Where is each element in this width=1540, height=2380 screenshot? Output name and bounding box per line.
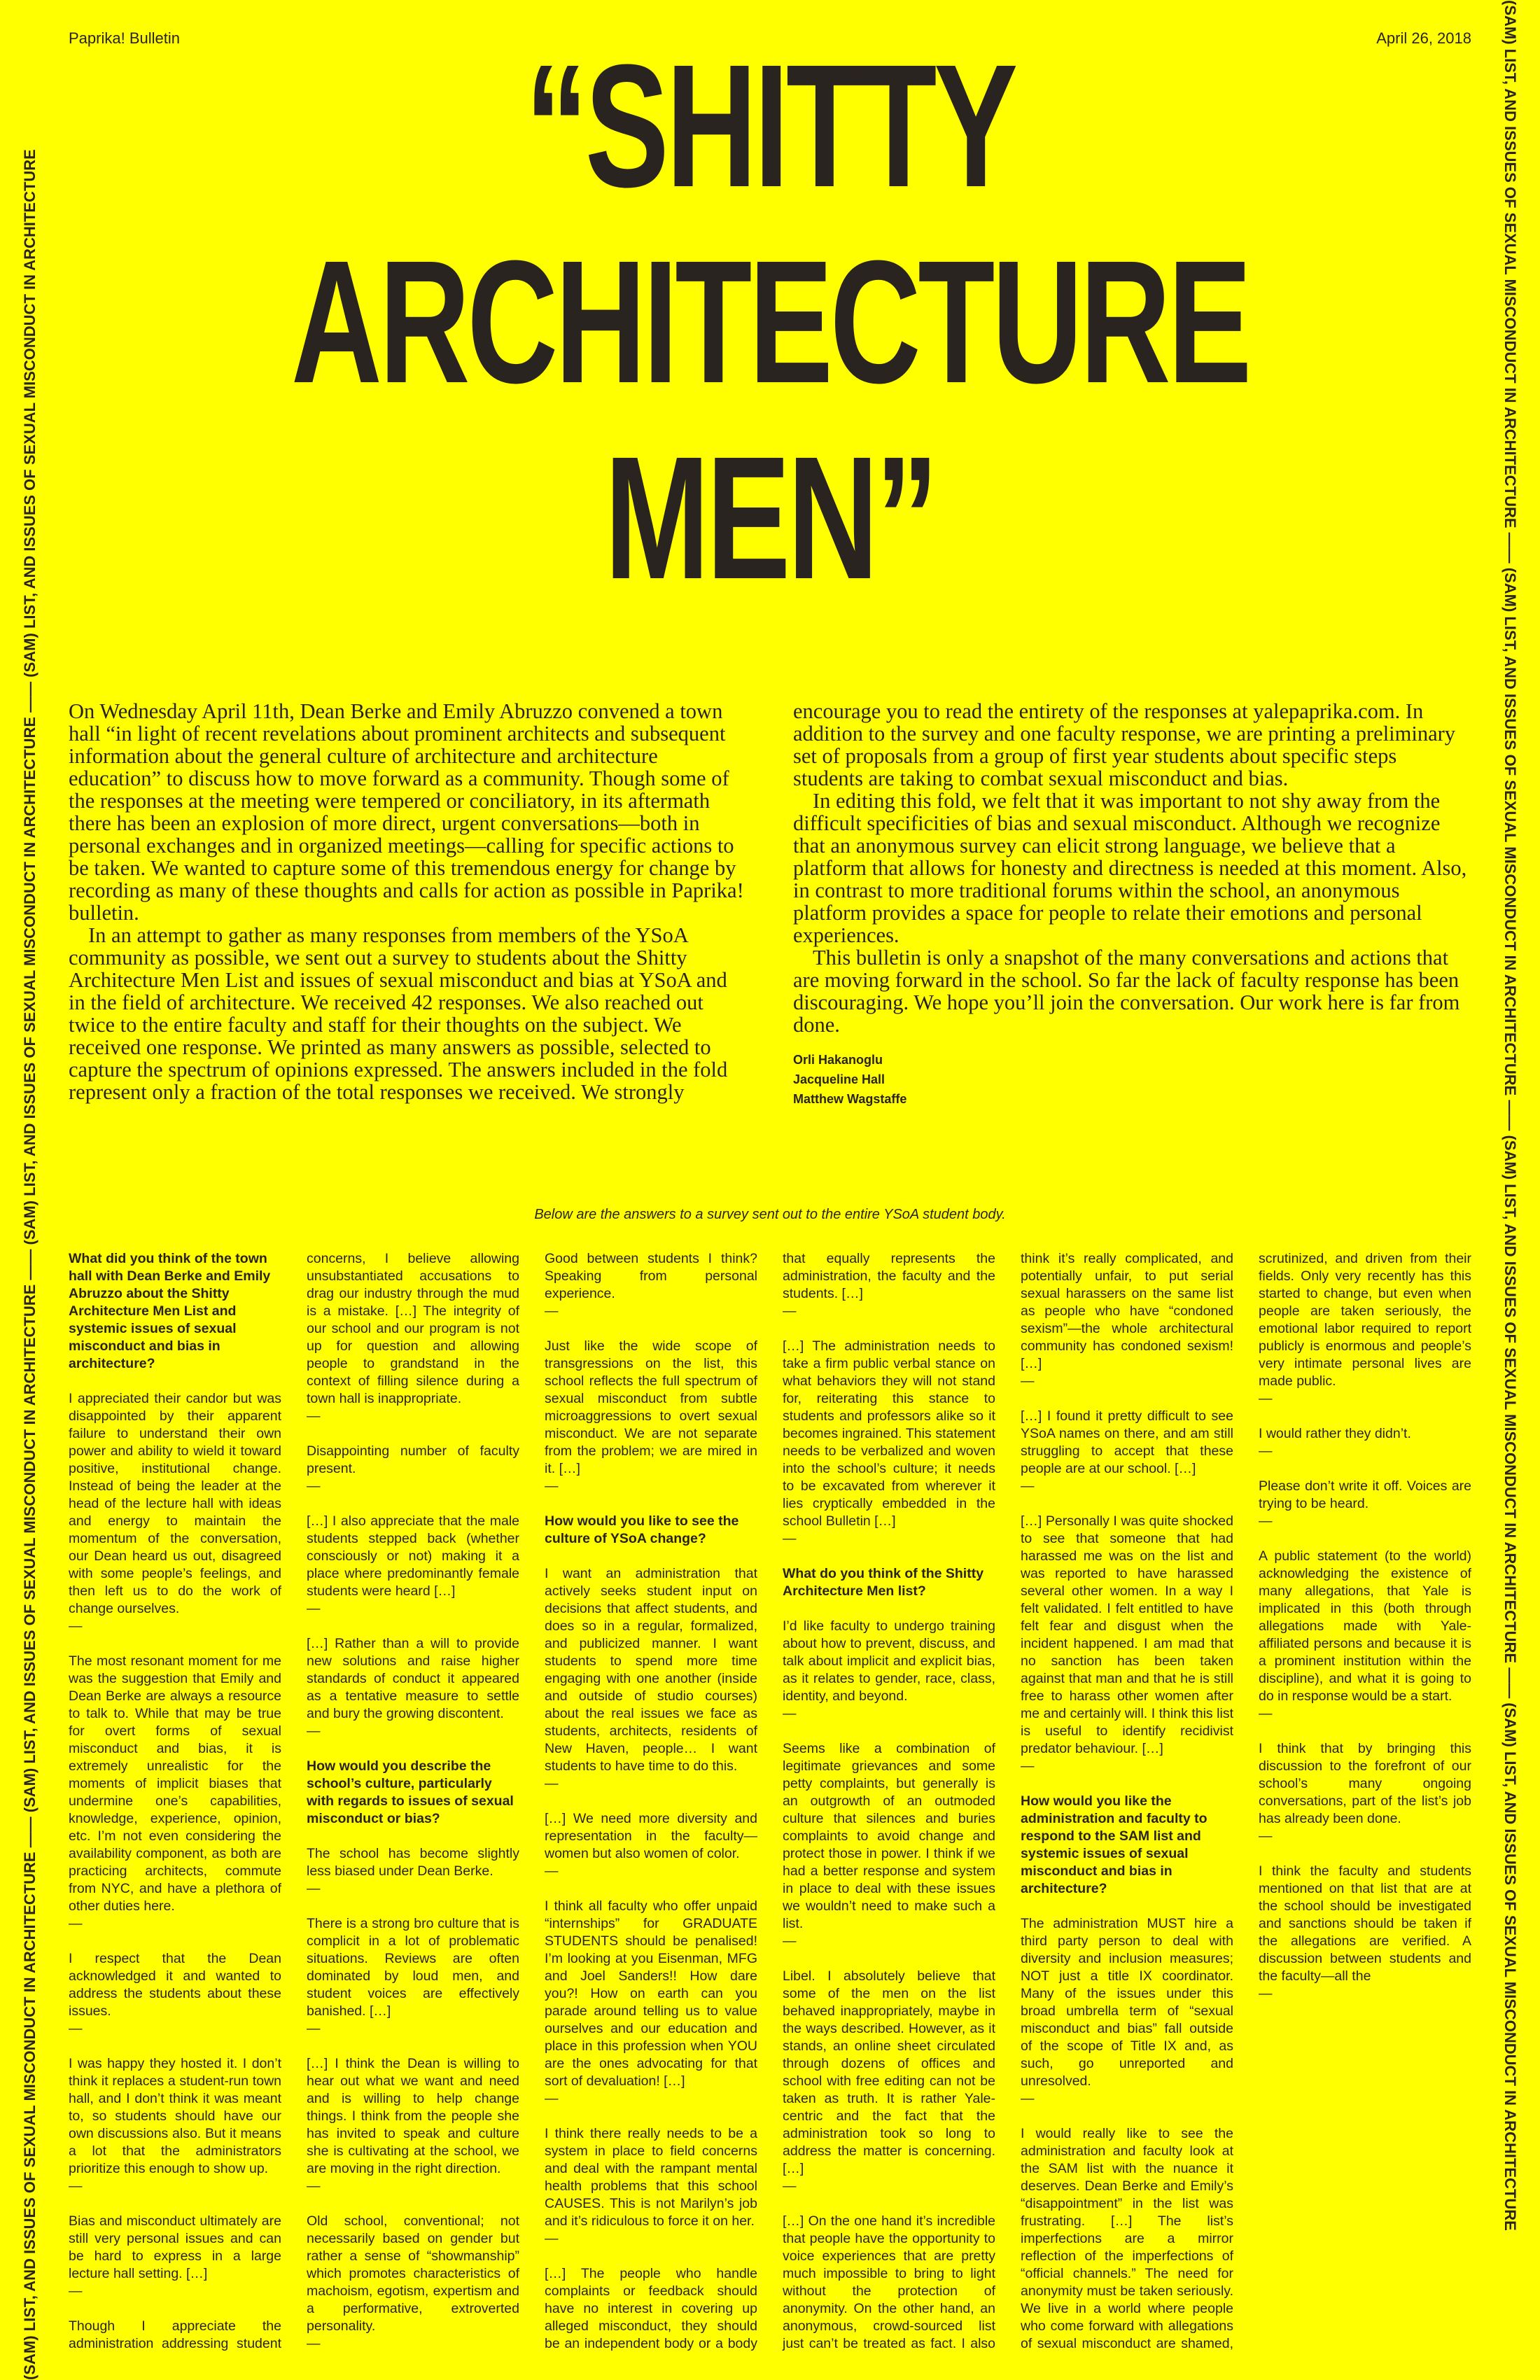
issue-date: April 26, 2018	[1376, 29, 1471, 47]
intro-paragraph: In editing this fold, we felt that it was important to not shy away from the difficult specificities of bias and sexual misconduct. Although we recognize that an anonymous survey can elicit strong language, we believe that a platform that allows for honesty and directness is needed at this moment. Also, in contrast to more traditional forums within the school, an anonymous platform provides a space for people to relate their emotions and personal experiences.	[793, 789, 1467, 947]
survey-caption: Below are the answers to a survey sent out to the entire YSoA student body.	[534, 1207, 1006, 1222]
side-banner-left-text: (SAM) LIST, AND ISSUES OF SEXUAL MISCONDUCT IN ARCHITECTURE —— (SAM) LIST, AND ISSUES OF SEXUAL MISCONDUCT IN ARCHITECTURE —— (SAM) LIST, AND ISSUES OF SEXUAL MISCONDUCT IN ARCHITECTURE —— (SAM) LIST, AND ISSUES OF SEXUAL MISCONDUCT IN ARCHITECTURE	[21, 149, 38, 2380]
survey-answer: Bias and misconduct ultimately are still very personal issues and can be hard to express in a large lecture hall setting. […]	[69, 2213, 281, 2281]
answer-separator: —	[1021, 1373, 1035, 1389]
answer-separator: —	[69, 2178, 83, 2194]
answer-separator: —	[783, 1531, 797, 1546]
survey-answer: The school has become slightly less biased under Dean Berke.	[307, 1846, 519, 1879]
survey-answer: I think the faculty and students mentioned on that list that are at the school should be investigated and sanctions should be taken if the allegations are verified. A discussion between students and the faculty—all the	[1259, 1863, 1471, 1984]
survey-answer: […] Rather than a will to provide new solutions and raise higher standards of conduct it appeared as a tentative measure to settle and bury the growing discontent.	[307, 1636, 519, 1721]
answer-separator: —	[783, 1303, 797, 1319]
survey-answer: Seems like a combination of legitimate grievances and some petty complaints, but generally is an outgrowth of an outmoded culture that silences and buries complaints to avoid change and protect those in power. I think if we had a better response and system in place to deal with these issues we wouldn’t need to make such a list.	[783, 1741, 995, 1931]
survey-answer: […] The administration needs to take a firm public verbal stance on what behaviors they will not stand for, reiterating this stance to students and professors alike so it becomes ingrained. This statement needs to be verbalized and woven into the school’s culture; it needs to be excavated from wherever it lies cryptically embedded in the school Bulletin […]	[783, 1338, 995, 1529]
survey-question: How would you describe the school’s culture, particularly with regards to issues of sexual misconduct or bias?	[307, 1758, 514, 1826]
intro-paragraph: This bulletin is only a snapshot of the many conversations and actions that are moving forward in the school. So far the lack of faculty response has been discouraging. We hope you’ll join the conversation. Our work here is far from done.	[793, 946, 1460, 1037]
survey-answer: Just like the wide scope of transgressions on the list, this school reflects the full spectrum of sexual misconduct from subtle microaggressions to overt sexual misconduct. We are not separate from the problem; we are mired in it. […]	[545, 1338, 757, 1476]
answer-separator: —	[307, 2336, 321, 2351]
answer-separator: —	[545, 1863, 559, 1879]
headline-line-1: “SHITTY	[525, 28, 1015, 223]
survey-answer: I want an administration that actively seeks student input on decisions that affect students, and does so in a regular, formalized, and publicized manner. I want students to spend more time engaging with one another (inside and outside of studio courses) about the real issues we face as students, architects, residents of New Haven, people… I want students to have time to do this.	[545, 1566, 757, 1774]
answer-separator: —	[1259, 1443, 1273, 1459]
headline-line-2: ARCHITECTURE	[290, 224, 1250, 419]
answer-separator: —	[1259, 1706, 1273, 1721]
answer-separator: —	[1021, 1478, 1035, 1494]
survey-answer: The administration MUST hire a third party person to deal with diversity and inclusion measures; NOT just a title IX coordinator. Many of the issues under this broad umbrella term of “sexual misconduct and bias” fall outside of the scope of Title IX and, as such, go unreported and unresolved.	[1021, 1916, 1233, 2089]
answer-separator: —	[783, 1933, 797, 1949]
survey-answer: […] On the one hand it’s incredible that people have the opportunity to voice experiences that are pretty much impossible to bring to light without the protection of anonymity. On the other hand, an anonymous, crowd-sourced list just can’t be treated as fact. I also think it’s really complicated, and potentially unfair, to put serial sexual harassers on the same list as people who have “condoned sexism”—the whole architectural community has condoned sexism! […]	[783, 1251, 1233, 2351]
side-banner-left	[13, 0, 48, 2380]
intro-text	[69, 700, 1471, 1162]
survey-answer: I think that by bringing this discussion to the forefront of our school’s many ongoing conversations, part of the list’s job has already been done.	[1259, 1741, 1471, 1826]
answer-separator: —	[545, 1303, 559, 1319]
survey-answer: I would rather they didn’t.	[1259, 1426, 1411, 1441]
headline-line-3: MEN”	[604, 420, 936, 615]
answer-separator: —	[307, 1881, 321, 1896]
answer-separator: —	[69, 2283, 83, 2299]
survey-answer: […] I found it pretty difficult to see YSoA names on there, and am still struggling to accept that these people are at our school. […]	[1021, 1408, 1233, 1476]
editors-signature	[793, 1050, 1471, 1109]
publication-name: Paprika! Bulletin	[69, 29, 180, 47]
survey-answer: There is a strong bro culture that is complicit in a lot of problematic situations. Reviews are often dominated by loud men, and student voices are effectively banished. […]	[307, 1916, 519, 2019]
survey-answer: A public statement (to the world) acknowledging the existence of many allegations, that Yale is implicated in this (both through allegations made with Yale-affiliated persons and because it is a prominent institution within the discipline), and what it is going to do in response would be a start.	[1259, 1548, 1471, 1704]
answer-separator: —	[307, 2021, 321, 2036]
side-banner-right	[1492, 0, 1527, 2380]
answer-separator: —	[783, 2178, 797, 2194]
answer-separator: —	[307, 1478, 321, 1494]
answer-separator: —	[307, 2178, 321, 2194]
survey-answer: […] I also appreciate that the male students stepped back (whether consciously or not) making it a place where predominantly female students were heard […]	[307, 1513, 519, 1599]
survey-answer: […] We need more diversity and representation in the faculty—women but also women of color.	[545, 1811, 757, 1861]
answer-separator: —	[1259, 1828, 1273, 1844]
answer-separator: —	[307, 1408, 321, 1424]
headline	[266, 28, 1274, 616]
answer-separator: —	[1259, 1391, 1273, 1406]
survey-answer: […] I think the Dean is willing to hear out what we want and need and is willing to help change things. I think from the people she has invited to speak and culture she is cultivating at the school, we are moving in the right direction.	[307, 2056, 519, 2176]
survey-answer: The most resonant moment for me was the suggestion that Emily and Dean Berke are always a resource to talk to. While that may be true for overt forms of sexual misconduct and bias, it is extremely unrealistic for the moments of implicit biases that undermine one’s capabilities, knowledge, experience, opinion, etc. I’m not even considering the availability component, as both are practicing architects, commute from NYC, and have a plethora of other duties here.	[69, 1653, 281, 1914]
survey-question: How would you like to see the culture of YSoA change?	[545, 1513, 739, 1546]
survey-answer: I was happy they hosted it. I don’t think it replaces a student-run town hall, and I don’t think it was meant to, so students should have our own discussions also. But it means a lot that the administrators prioritize this enough to show up.	[69, 2056, 281, 2176]
intro-paragraph: On Wednesday April 11th, Dean Berke and Emily Abruzzo convened a town hall “in light of recent revelations about prominent architects and subsequent information about the general culture of architecture and architecture education” to discuss how to move forward as a community. Though some of the responses at the meeting were tempered or conciliatory, in its aftermath there has been an explosion of more direct, urgent conversations—both in personal exchanges and in organized meetings—calling for specific actions to be taken. We wanted to capture some of this tremendous energy for change by recording as many of these thoughts and calls for action as possible in Paprika! bulletin.	[69, 699, 744, 925]
editor-name: Matthew Wagstaffe	[793, 1092, 907, 1106]
survey-question: What did you think of the town hall with Dean Berke and Emily Abruzzo about the Shitty Architecture Men List and systemic issues of sexual misconduct and bias in architecture?	[69, 1251, 271, 1371]
editor-name: Orli Hakanoglu	[793, 1053, 883, 1067]
survey-responses	[69, 1250, 1471, 2356]
answer-separator: —	[69, 1618, 83, 1634]
side-banner-right-text: (SAM) LIST, AND ISSUES OF SEXUAL MISCONDUCT IN ARCHITECTURE —— (SAM) LIST, AND ISSUES OF SEXUAL MISCONDUCT IN ARCHITECTURE —— (SAM) LIST, AND ISSUES OF SEXUAL MISCONDUCT IN ARCHITECTURE —— (SAM) LIST, AND ISSUES OF SEXUAL MISCONDUCT IN ARCHITECTURE	[1502, 0, 1519, 2231]
survey-answer: Libel. I absolutely believe that some of the men on the list behaved inappropriately, maybe in the ways described. However, as it stands, an online sheet circulated through dozens of offices and school with free editing can not be taken as truth. It is rather Yale-centric and the fact that the administration took so long to address the matter is concerning. […]	[783, 1968, 995, 2176]
survey-answer: Though I appreciate the administration addressing student concerns, I believe allowing unsubstantiated accusations to drag our industry through the mud is a mistake. […] The integrity of our school and our program is not up for question and allowing people to grandstand in the context of filling silence during a town hall is inappropriate.	[69, 1251, 519, 2351]
answer-separator: —	[307, 1723, 321, 1739]
survey-answer: Disappointing number of faculty present.	[307, 1443, 519, 1476]
survey-answer: I respect that the Dean acknowledged it and wanted to address the students about these issues.	[69, 1951, 281, 2019]
answer-separator: —	[1259, 1513, 1273, 1529]
survey-answer: Please don’t write it off. Voices are trying to be heard.	[1259, 1478, 1471, 1511]
editor-name: Jacqueline Hall	[793, 1072, 886, 1086]
answer-separator: —	[545, 1776, 559, 1791]
survey-answer: I’d like faculty to undergo training about how to prevent, discuss, and talk about implicit and explicit bias, as it relates to gender, race, class, identity, and beyond.	[783, 1618, 995, 1704]
answer-separator: —	[1259, 1986, 1273, 2001]
answer-separator: —	[1021, 2091, 1035, 2106]
answer-separator: —	[783, 1706, 797, 1721]
answer-separator: —	[307, 1601, 321, 1616]
survey-answer: I would really like to see the administration and faculty look at the SAM list with the nuance it deserves. Dean Berke and Emily’s “disappointment” in the list was frustrating. […] The list’s imperfections are a mirror reflection of the imperfections of “official channels.” The need for anonymity must be taken seriously. We live in a world where people who come forward with allegations of sexual misconduct are shamed, scrutinized, and driven from their fields. Only very recently has this started to change, but even when people are taken seriously, the emotional labor required to report publicly is enormous and people’s very intimate personal lives are made public.	[1021, 1251, 1471, 2351]
answer-separator: —	[69, 1916, 83, 1931]
survey-answer: Old school, conventional; not necessarily based on gender but rather a sense of “showmanship” which promotes characteristics of machoism, egotism, expertism and a performative, extroverted personality.	[307, 2213, 519, 2334]
answer-separator: —	[1021, 1758, 1035, 1774]
survey-question: What do you think of the Shitty Architecture Men list?	[783, 1566, 984, 1599]
survey-answer: […] The people who handle complaints or feedback should have no interest in covering up alleged misconduct, they should be an independent body or a body that equally represents the administration, the faculty and the students. […]	[545, 1251, 995, 2351]
survey-answer: […] Personally I was quite shocked to see that someone that had harassed me was on the list and was reported to have harassed several other women. In a way I felt validated. I felt entitled to have felt fear and disgust when the incident happened. I am mad that no sanction has been taken against that man and that he is still free to harass other women after me and certainly will. I think this list is useful to identify recidivist predator behaviour. […]	[1021, 1513, 1233, 1756]
answer-separator: —	[545, 2231, 559, 2246]
survey-answer: I appreciated their candor but was disappointed by their apparent failure to understand their own power and ability to wield it toward positive, institutional change. Instead of being the leader at the head of the lecture hall with ideas and energy to maintain the momentum of the conversation, our Dean heard us out, disagreed with some people’s feelings, and then left us to do the work of change ourselves.	[69, 1391, 281, 1616]
survey-answer: I think there really needs to be a system in place to field concerns and deal with the rampant mental health problems that this school CAUSES. This is not Marilyn’s job and it’s ridiculous to force it on her.	[545, 2126, 757, 2229]
answer-separator: —	[545, 2091, 559, 2106]
survey-answer: Good between students I think? Speaking from personal experience.	[545, 1251, 757, 1301]
answer-separator: —	[545, 1478, 559, 1494]
intro-paragraph: In an attempt to gather as many responses from members of the YSoA community as possible, we sent out a survey to students about the Shitty Architecture Men List and issues of sexual misconduct and bias at YSoA and in the field of architecture. We received 42 responses. We also reached out twice to the entire faculty and staff for their thoughts on the subject. We received one response. We printed as many answers as possible, selected to capture the spectrum of opinions expressed. The answers included in the fold represent only a fraction of the total responses we received. We strongly encourage you to read the entirety of the responses at yalepaprika.com. In addition to the survey and one faculty response, we are printing a preliminary set of proposals from a group of first year students about specific steps students are taking to combat sexual misconduct and bias.	[69, 699, 1456, 1104]
survey-answer: I think all faculty who offer unpaid “internships” for GRADUATE STUDENTS should be penalised! I’m looking at you Eisenman, MFG and Joel Sanders!! How dare you?! How on earth can you parade around telling us to value ourselves and our education and place in this profession when YOU are the ones advocating for that sort of devaluation! […]	[545, 1898, 757, 2089]
survey-question: How would you like the administration and faculty to respond to the SAM list and systemic issues of sexual misconduct and bias in architecture?	[1021, 1793, 1208, 1896]
answer-separator: —	[69, 2021, 83, 2036]
